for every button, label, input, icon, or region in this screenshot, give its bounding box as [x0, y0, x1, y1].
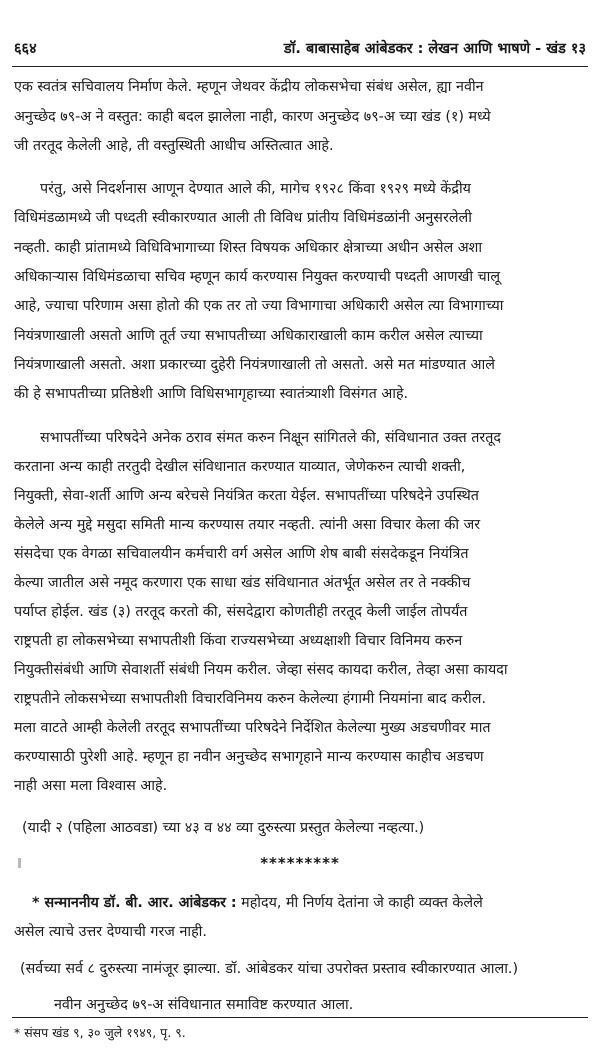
amendments-note: (यादी २ (पहिला आठवडा) च्या ४३ व ४४ व्या दुरुस्त्या प्रस्तुत केलेल्या नव्हत्या.) — [22, 820, 425, 836]
text-line: राष्ट्रपतीने लोकसभेच्या सभापतीशी विचारविनिमय करुन केलेल्या हंगामी नियमांना बाद करील. — [14, 691, 486, 707]
text-line: की हे सभापतीच्या प्रतिष्ठेशी आणि विधिसभागृहाच्या स्वातंत्र्याशी विसंगत आहे. — [14, 386, 409, 402]
page-number: ६६४ — [14, 41, 37, 57]
text-line: नियुक्तीसंबंधी आणि सेवाशर्ती संबंधी नियम करील. जेव्हा संसद कायदा करील, तेव्हा असा कायदा — [14, 662, 508, 678]
text-line: करताना अन्य काही तरतुदी देखील संविधानात करण्यात याव्यात, जेणेकरुन त्याची शक्ती, — [14, 459, 466, 475]
text-line: एक स्वतंत्र सचिवालय निर्माण केले. म्हणून जेथवर केंद्रीय लोकसभेचा संबंध असेल, ह्या नवीन — [14, 79, 484, 95]
text-line: सभापतींच्या परिषदेने अनेक ठराव संमत करुन निक्षून सांगितले की, संविधानात उक्त तरतूद — [40, 430, 501, 446]
speech-text: महोदय, मी निर्णय देतांना जे काही व्यक्त केलेले — [236, 895, 483, 911]
speech-line-1 — [32, 893, 586, 913]
text-line: जी तरतूद केलेली आहे, ती वस्तुस्थिती आधीच अस्तित्वात आहे. — [14, 138, 334, 154]
running-title: डॉ. बाबासाहेब आंबेडकर : लेखन आणि भाषणे - खंड १३ — [283, 41, 586, 57]
closing-line: नवीन अनुच्छेद ७९-अ संविधानात समाविष्ट करण्यात आला. — [54, 997, 354, 1013]
text-line: नियंत्रणाखाली असतो आणि तूर्त ज्या सभापतीच्या अधिकाराखाली काम करील असेल त्याच्या — [14, 328, 483, 344]
text-line: करण्यासाठी पुरेशी आहे. म्हणून हा नवीन अनुच्छेद सभागृहाने मान्य करण्यास काहीच अडचण — [14, 749, 484, 765]
speaker-name: * सन्माननीय डॉ. बी. आर. आंबेडकर : — [32, 895, 237, 911]
text-line: अनुच्छेद ७९-अ ने वस्तुत: काही बदल झालेला नाही, कारण अनुच्छेद ७९-अ च्या खंड (१) मध्ये — [14, 109, 491, 125]
text-line: परंतु, असे निदर्शनास आणून देण्यात आले की, मागेच १९२८ किंवा १९२९ मध्ये केंद्रीय — [40, 181, 471, 197]
text-line: नव्हती. काही प्रांतामध्ये विधिविभागाच्या शिस्त विषयक अधिकार क्षेत्राच्या अधीन असेल अशा — [14, 240, 483, 256]
text-line: नियंत्रणाखाली असतो. अशा प्रकारच्या दुहेरी नियंत्रणाखाली तो असतो. असे मत मांडण्यात आले — [14, 357, 495, 373]
text-line: केल्या जातील असे नमूद करणारा एक साधा खंड संविधानात अंतर्भूत असेल तर ते नक्कीच — [14, 575, 471, 591]
page-header — [14, 38, 586, 64]
result-note: (सर्वच्या सर्व ८ दुरुस्त्या नामंजूर झाल्या. डॉ. आंबेडकर यांचा उपरोक्त प्रस्ताव स्वीकारण्यात आला.) — [20, 961, 519, 977]
text-line: विधिमंडळामध्ये जी पध्दती स्वीकारण्यात आली ती विविध प्रांतीय विधिमंडळांनी अनुसरलेली — [14, 210, 472, 226]
section-separator: ********* — [260, 854, 340, 872]
text-line: अधिकाऱ्यास विधिमंडळाचा सचिव म्हणून कार्य करण्यास नियुक्त करण्याची पध्दती आणखी चालू — [14, 269, 501, 285]
footnote-rule — [12, 1017, 588, 1018]
text-line: मला वाटते आम्ही केलेली तरतूद सभापतींच्या परिषदेने निर्देशित केलेल्या मुख्य अडचणीवर मात — [14, 720, 491, 736]
text-line: पर्याप्त होईल. खंड (३) तरतूद करतो की, संसदेद्वारा कोणतीही तरतूद केली जाईल तोपर्यंत — [14, 604, 468, 620]
text-line: संसदेचा एक वेगळा सचिवालयीन कर्मचारी वर्ग असेल आणि शेष बाबी संसदेकडून नियंत्रित — [14, 546, 469, 562]
speech-line-2: असेल त्याचे उत्तर देण्याची गरज नाही. — [14, 924, 207, 940]
text-line: नाही असा मला विश्वास आहे. — [14, 778, 168, 794]
text-line: केलेले अन्य मुद्दे मसुदा समिती मान्य करण्यास तयार नव्हती. त्यांनी असा विचार केला की जर — [14, 517, 481, 533]
text-line: राष्ट्रपती हा लोकसभेच्या सभापतीशी किंवा राज्यसभेच्या अध्यक्षाशी विचार विनिमय करुन — [14, 633, 463, 649]
text-line: नियुक्ती, सेवा-शर्ती आणि अन्य बरेचसे नियंत्रित करता येईल. सभापतींच्या परिषदेने उपस्थित — [14, 488, 479, 504]
header-rule — [12, 66, 588, 67]
footnote: * संसप खंड ९, ३० जुले १९४९, पृ. ९. — [14, 1025, 186, 1040]
text-line: आहे, ज्याचा परिणाम असा होतो की एक तर तो ज्या विभागाचा अधिकारी असेल त्या विभागाच्या — [14, 298, 504, 314]
